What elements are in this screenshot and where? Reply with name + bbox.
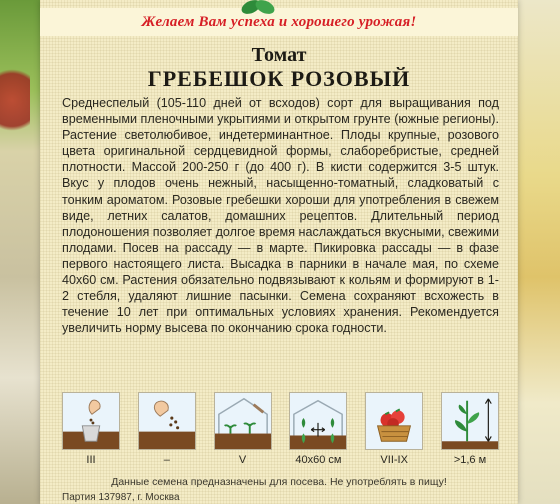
step-greenhouse (214, 392, 272, 472)
step-seeds (138, 392, 196, 472)
seed-packet-back (40, 0, 518, 504)
adjacent-packet-right (516, 0, 560, 504)
step-label: III (86, 454, 96, 466)
step-height (441, 392, 499, 472)
step-label: VII-IX (380, 454, 408, 466)
step-label: – (163, 454, 170, 466)
not-for-food-note: Данные семена предназначены для посева. Не употреблять в пищу! (111, 476, 447, 488)
scatter-seeds-icon (139, 393, 195, 449)
crop-name: Томат (251, 44, 307, 66)
sowing-pot-icon (63, 393, 119, 449)
variety-name: ГРЕБЕШОК РОЗОВЫЙ (147, 66, 411, 91)
step-label: >1,6 м (453, 454, 487, 466)
spacing-scheme-icon (290, 393, 346, 449)
harvest-basket-icon (366, 393, 422, 449)
cultivation-steps (62, 392, 499, 472)
step-sowing (62, 392, 120, 472)
batch-info: Партия 137987, г. Москва (62, 492, 180, 503)
slogan-text: Желаем Вам успеха и хорошего урожая! (141, 13, 417, 30)
leaf-logo-icon (238, 0, 278, 16)
greenhouse-planting-icon (215, 393, 271, 449)
step-label: 40х60 см (295, 454, 342, 466)
step-label: V (238, 454, 247, 466)
plant-height-icon (442, 393, 498, 449)
step-spacing (289, 392, 347, 472)
variety-description: Среднеспелый (105-110 дней от всходов) сорт для выращивания под временными пленочными укрытиями и открытом грунте (южные регионы). Растение светолюбивое, индетерминантное. Плоды крупные, розового цвета оригинальной сердцевидной формы, слаборебристые, средней плотности. Массой 200-250 г (до 400 г). В кисти содержится 3-5 штук. Вкус у плодов очень нежный, насыщенно-томатный, сладковатый с тонким ароматом. Розовые гребешки хороши для употребления в свежем виде, летних салатов, домашних рецептов. Длительный период плодоношения позволяет долгое время наслаждаться вкусными, свежими плодами. Посев на рассаду — в марте. Пикировка рассады — в фазе первого настоящего листа. Высадка в парники в начале мая, по схеме 40х60 см. Растения обязательно подвязывают к кольям и формируют в 1-2 стебля, удаляют лишние пасынки. Семена сохраняют всхожесть в течение 10 лет при оптимальных условиях хранения. Рекомендуется увеличить норму высева по окончанию срока годности. (62, 96, 499, 336)
step-harvest (365, 392, 423, 472)
slogan-banner (40, 8, 518, 36)
adjacent-packet-left (0, 0, 44, 504)
